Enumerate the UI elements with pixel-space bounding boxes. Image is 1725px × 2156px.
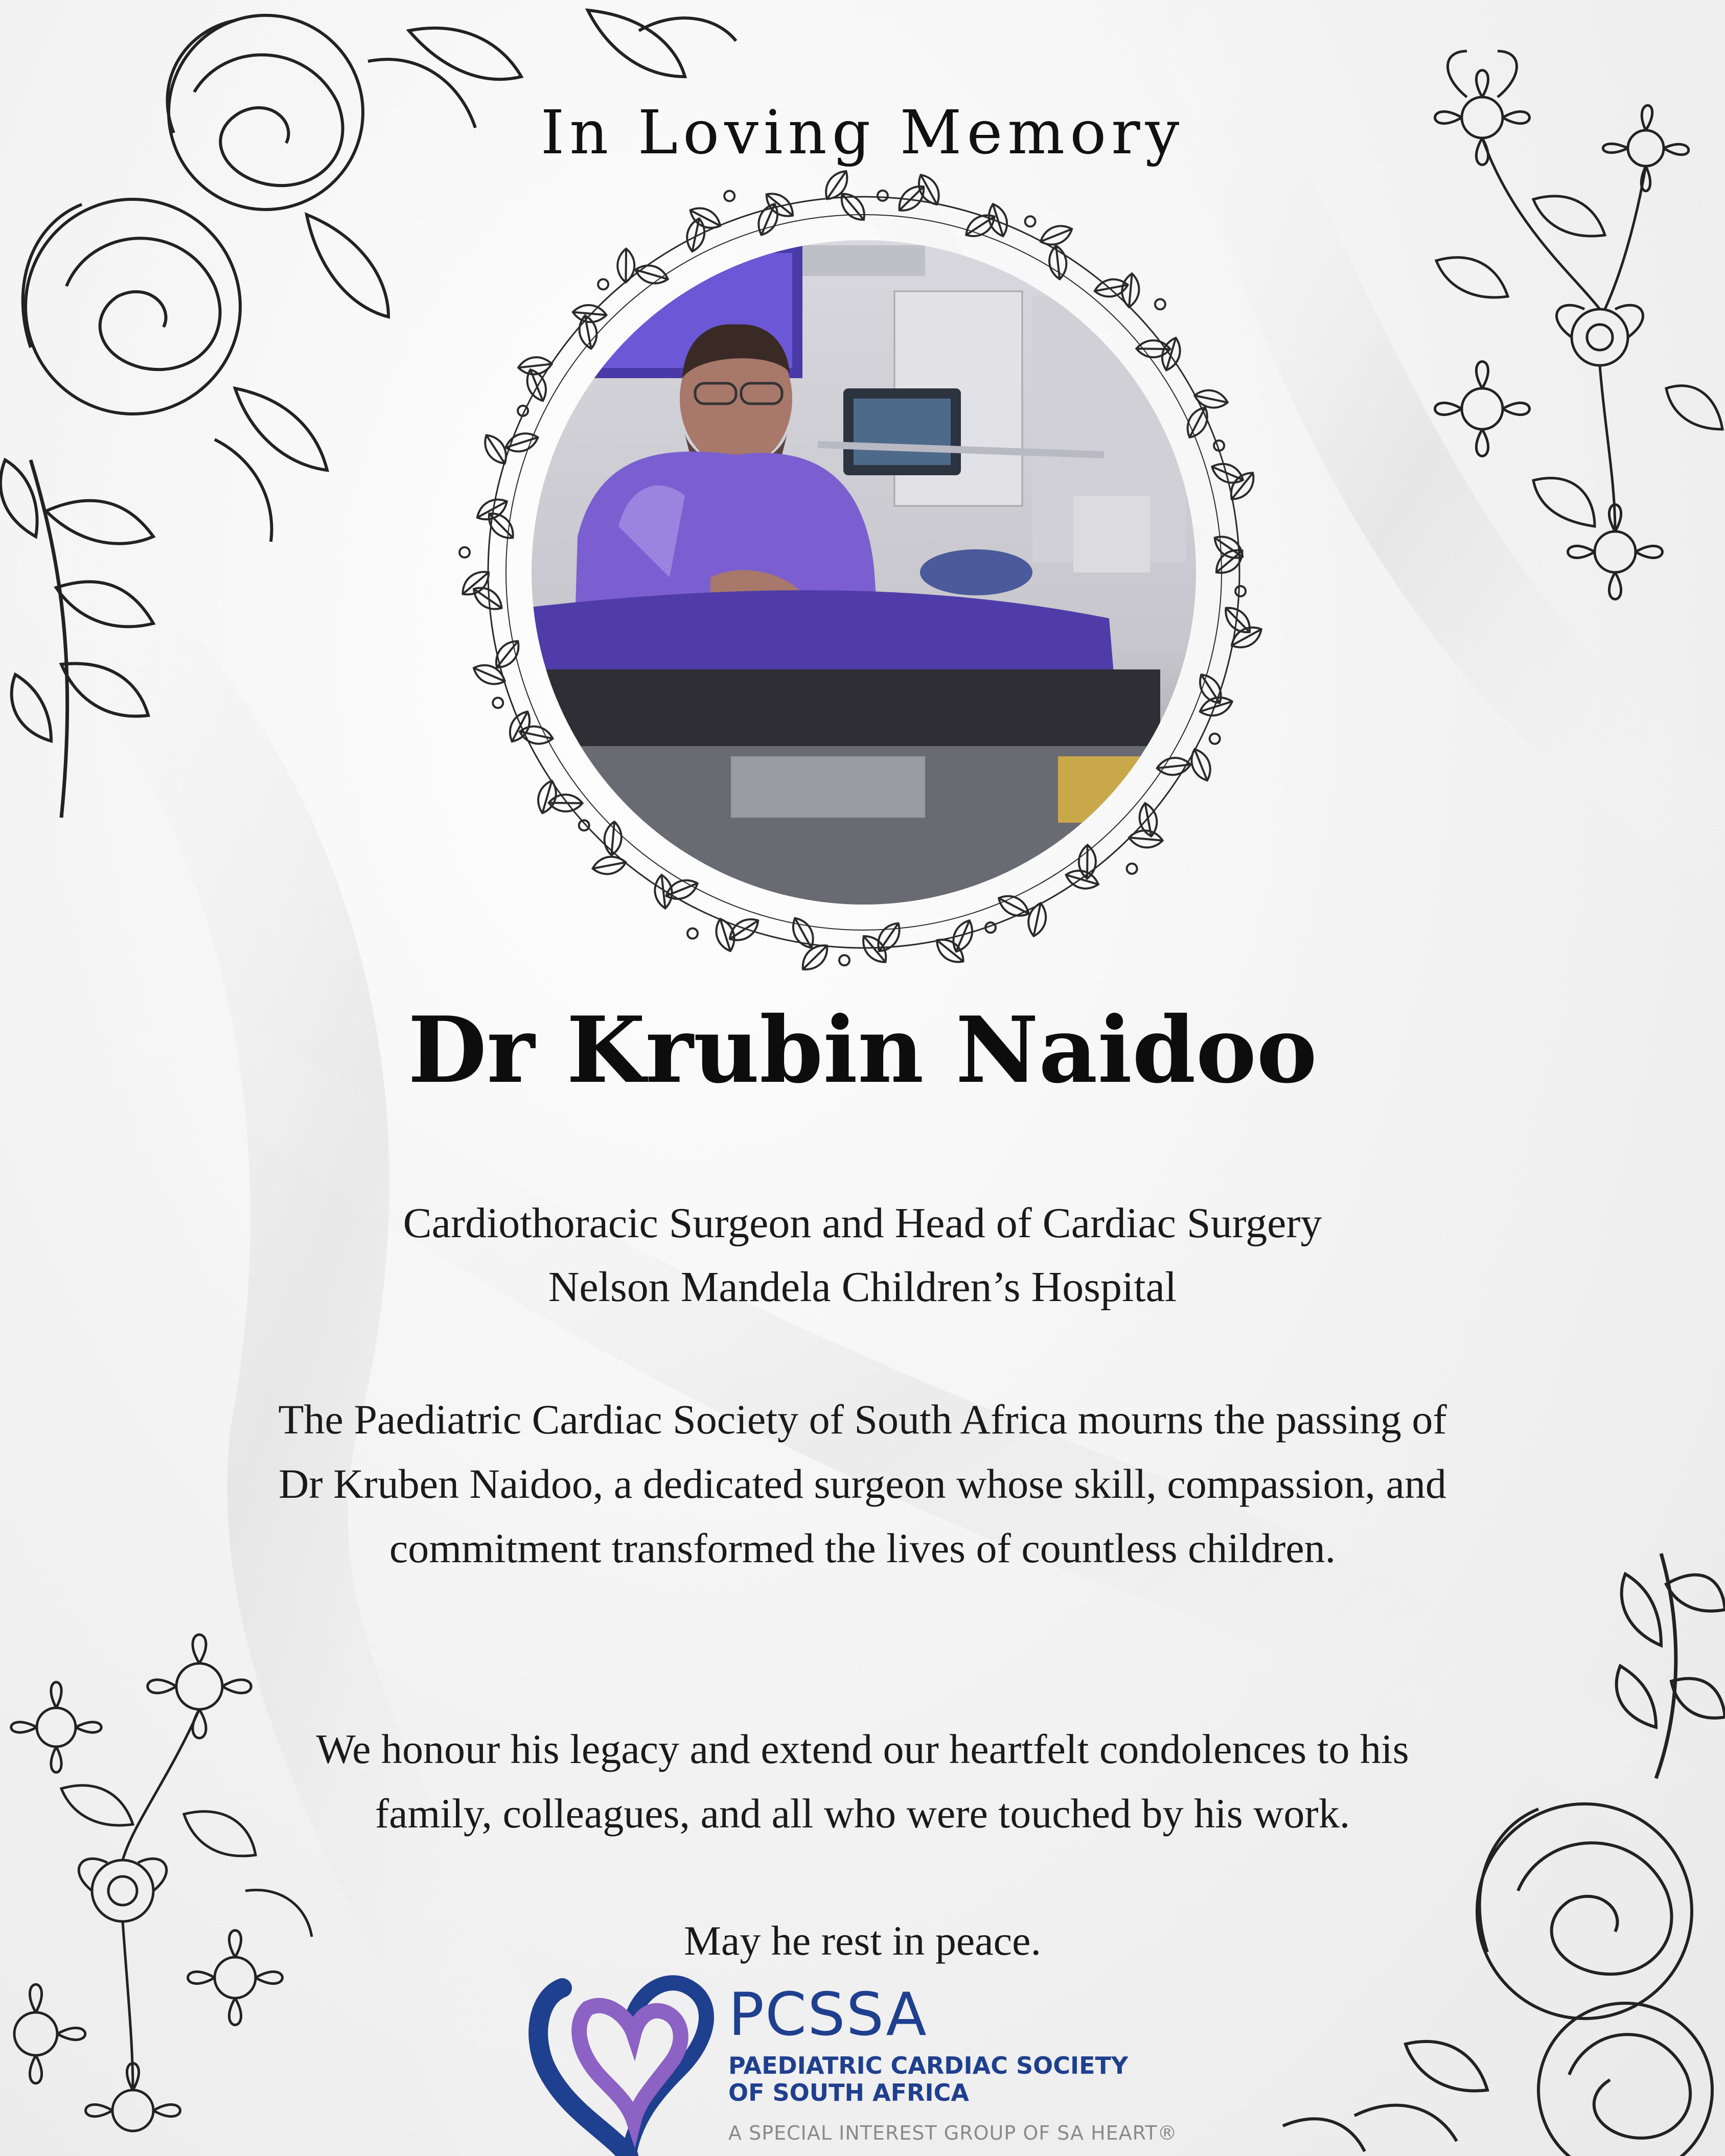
wreath-leaf xyxy=(712,916,738,954)
person-role: Cardiothoracic Surgeon and Head of Cardiac Surgery xyxy=(403,1199,1322,1247)
wreath-berry xyxy=(598,279,608,289)
wreath-leaf xyxy=(663,875,701,903)
wreath-berry xyxy=(493,698,503,708)
wreath-berry xyxy=(579,820,589,830)
wreath-leaf xyxy=(1158,335,1184,373)
wreath-leaf xyxy=(872,918,906,956)
wreath-leaf xyxy=(470,660,508,689)
wreath-berry xyxy=(1210,734,1220,744)
portrait-wreath xyxy=(445,169,1283,976)
organization-name-line2: OF SOUTH AFRICA xyxy=(728,2079,969,2106)
wreath-leaf xyxy=(591,854,627,877)
wreath-berry xyxy=(839,955,849,965)
wreath-leaf xyxy=(1211,544,1248,579)
portrait-photo xyxy=(521,230,1206,925)
person-name: Dr Krubin Naidoo xyxy=(407,996,1318,1103)
wreath-leaf xyxy=(653,874,674,909)
condolence-paragraph: We honour his legacy and extend our heartfelt condolences to his family, colleagues, and all who were touched by his work. xyxy=(316,1726,1409,1837)
wreath-leaf xyxy=(686,203,724,234)
organization-acronym: PCSSA xyxy=(728,1980,928,2049)
wreath-berry xyxy=(687,929,698,939)
wreath-leaf xyxy=(788,914,819,952)
rest-in-peace-line: May he rest in peace. xyxy=(684,1917,1041,1964)
wreath-leaf xyxy=(1209,459,1247,488)
wreath-leaf xyxy=(1225,468,1259,504)
organization-name-line1: PAEDIATRIC CARDIAC SOCIETY xyxy=(728,2052,1129,2079)
tribute-paragraph: The Paediatric Cardiac Society of South Africa mourns the passing of Dr Kruben Naidoo, a dedicated surgeon whose skill, compassion, and commitment transformed the lives of countless children. xyxy=(278,1396,1447,1571)
wreath-leaf xyxy=(603,821,623,856)
wreath-berry xyxy=(1155,299,1165,309)
wreath-berry xyxy=(1025,216,1036,226)
wreath-leaf xyxy=(1194,670,1227,707)
wreath-leaf xyxy=(1193,387,1229,411)
wreath-leaf xyxy=(1064,867,1101,892)
wreath-leaf xyxy=(1025,901,1049,938)
wreath-leaf xyxy=(932,934,969,968)
wreath-leaf xyxy=(572,304,607,323)
wreath-berry xyxy=(724,191,734,201)
pcssa-heart-logo-icon xyxy=(526,1967,741,2156)
person-hospital: Nelson Mandela Children’s Hospital xyxy=(548,1263,1177,1311)
wreath-berry xyxy=(459,547,470,558)
wreath-leaf xyxy=(949,917,977,955)
flower-illustration-bottom-left xyxy=(0,1584,332,2156)
wreath-leaf xyxy=(961,210,999,242)
wreath-leaf xyxy=(1198,693,1235,720)
wreath-leaf xyxy=(985,201,1011,239)
wreath-berry xyxy=(1235,586,1246,596)
in-loving-memory-heading: In Loving Memory xyxy=(540,97,1185,168)
wreath-leaf xyxy=(633,262,671,287)
wreath-leaf xyxy=(517,356,553,376)
wreath-berry xyxy=(878,191,888,201)
wreath-berry xyxy=(1127,864,1137,874)
organization-tagline: A SPECIAL INTEREST GROUP OF SA HEART® xyxy=(728,2122,1178,2144)
wreath-leaf xyxy=(761,188,798,222)
wreath-leaf xyxy=(725,913,763,946)
